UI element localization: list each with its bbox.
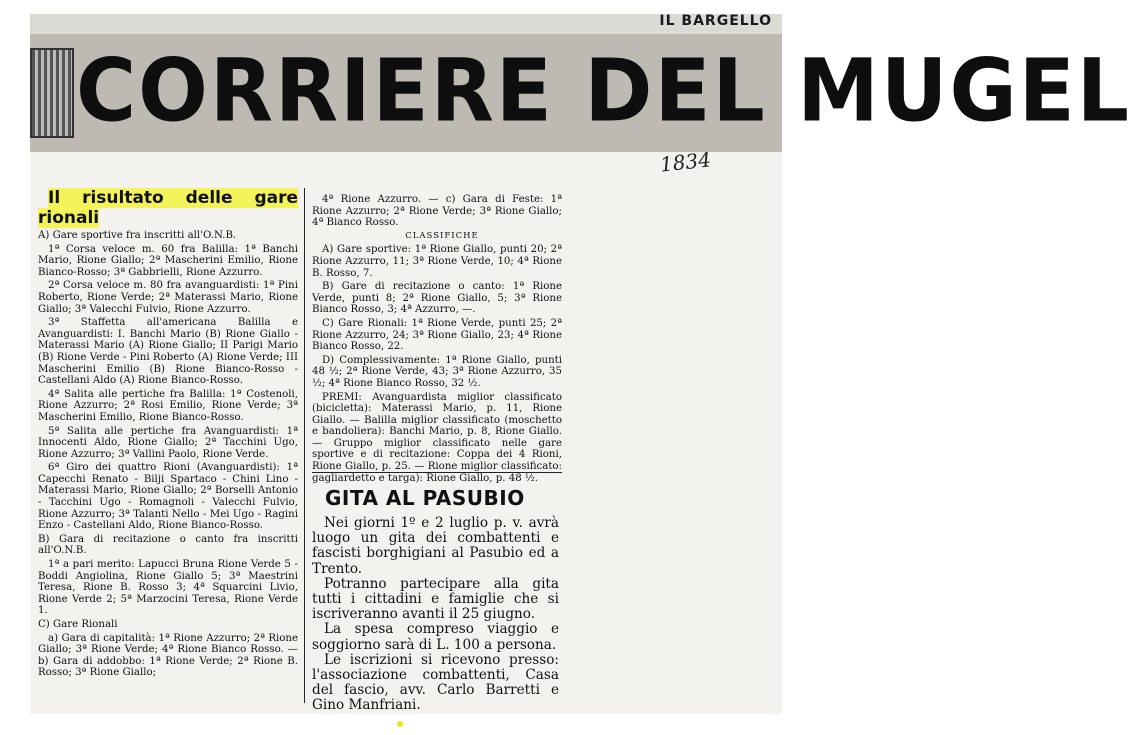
gita-headline: GITA AL PASUBIO	[325, 486, 525, 510]
middle-column	[312, 194, 562, 486]
result-paragraph: 4ª Salita alle pertiche fra Balilla: 1ª Costenoli, Rione Azzurro; 2ª Rosi Emilio, Rione Verde; 3ª Mascherini Emilio, Rione Bianco-Rosso.	[38, 388, 298, 423]
masthead-banner	[30, 34, 1131, 152]
result-paragraph: 6ª Giro dei quattro Rioni (Avanguardisti): 1ª Capecchi Renato - Bilji Spartaco - Chini Lino - Materassi Mario, Rione Giallo; 2ª Borselli Antonio - Tacchini Ugo - Romagnoli - Valecchi Fulvio, Rione Azzurro; 3ª Talanti Nello - Mei Ugo - Ragini Enzo - Castellani Aldo, Rione Bianco-Rosso.	[38, 462, 298, 532]
handwritten-date: 1834	[658, 147, 713, 177]
result-paragraph: 1ª Corsa veloce m. 60 fra Balilla: 1ª Banchi Mario, Rione Giallo; 2ª Mascherini Emilio, Rione Bianco-Rosso; 3ª Gabbrielli, Rione Azzurro.	[38, 243, 298, 278]
section-a-heading: A) Gare sportive fra inscritti all'O.N.B.	[38, 230, 237, 241]
result-paragraph: a) Gara di capitalità: 1ª Rione Azzurro; 2ª Rione Giallo; 3ª Rione Verde; 4ª Rione Bianco Rosso. — b) Gara di addobbo: 1ª Rione Verde; 2ª Rione B. Rosso; 3ª Rione Giallo;	[38, 632, 298, 679]
ranking-paragraph: B) Gare di recitazione o canto: 1ª Rione Verde, punti 8; 2ª Rione Giallo, 5; 3ª Rione Bianco Rosso, 3; 4ª Azzurro, —.	[312, 281, 562, 316]
gita-paragraph: Potranno partecipare alla gita tutti i cittadini e famiglie che si iscriveranno avanti il 25 giugno.	[312, 575, 559, 623]
article-headline: Il risultato delle gare rionali	[38, 188, 298, 228]
section-c-heading: C) Gare Rionali	[38, 619, 118, 630]
gita-paragraph: Le iscrizioni si ricevono presso: l'associazione combattenti, Casa del fascio, avv. Carlo Barretti e Gino Manfriani.	[312, 651, 559, 714]
result-paragraph: 3ª Staffetta all'americana Balilla e Avanguardisti: I. Banchi Mario (B) Rione Giallo - Materassi Mario (A) Rione Giallo; II Parigi Mario (B) Rione Verde - Pini Roberto (A) Rione Verde; III Mascherini Emilio (B) Rione Bianco-Rosso - Castellani Aldo (A) Rione Bianco-Rosso.	[38, 317, 298, 387]
gita-paragraph: Nei giorni 1º e 2 luglio p. v. avrà luogo un gita dei combattenti e fascisti borghigiani al Pasubio ed a Trento.	[312, 515, 559, 577]
result-paragraph: 5ª Salita alle pertiche fra Avanguardisti: 1ª Innocenti Aldo, Rione Giallo; 2ª Tacchini Ugo, Rione Azzurro; 3ª Vallini Paolo, Rione Verde.	[38, 425, 298, 460]
section-divider	[312, 472, 562, 473]
highlighter-mark	[397, 721, 403, 727]
column-divider	[304, 188, 305, 703]
result-paragraph: 1ª a pari merito: Lapucci Bruna Rione Verde 5 - Boddi Angiolina, Rione Giallo 5; 3ª Maestrini Teresa, Rione B. Rosso 3; 4ª Squarcini Livio, Rione Verde 2; 5ª Marzocini Teresa, Rione Verde 1.	[38, 559, 298, 617]
classifiche-heading: CLASSIFICHE	[405, 230, 479, 241]
masthead-small-title: IL BARGELLO	[659, 13, 772, 29]
ranking-paragraph: A) Gare sportive: 1ª Rione Giallo, punti 20; 2ª Rione Azzurro, 11; 3ª Rione Verde, 10; 4ª Rione B. Rosso, 7.	[312, 244, 562, 279]
prizes-paragraph: PREMI: Avanguardista miglior classificato (bicicletta): Materassi Mario, p. 11, Rione Giallo. — Balilla miglior classificato (moschetto e bandoliera): Banchi Mario, p. 8, Rione Giallo. — Gruppo miglior classificato nelle gare sportive e di recitazione: Coppa dei 4 Rioni, Rione Giallo, p. 25. — Rione miglior classificato: gagliardetto e targa): Rione Giallo, p. 48 ½.	[312, 391, 562, 484]
result-paragraph: 2ª Corsa veloce m. 80 fra avanguardisti: 1ª Pini Roberto, Rione Verde; 2ª Materassi Mario, Rione Giallo; 3ª Valecchi Fulvio, Rione Azzurro.	[38, 280, 298, 315]
ranking-paragraph: C) Gare Rionali: 1ª Rione Verde, punti 25; 2ª Rione Azzurro, 24; 3ª Rione Giallo, 23; 4ª Rione Bianco Rosso, 22.	[312, 317, 562, 353]
left-column	[38, 188, 298, 681]
masthead-emblem	[30, 48, 74, 138]
gita-paragraph: La spesa compreso viaggio e soggiorno sarà di L. 100 a persona.	[312, 621, 559, 653]
newspaper-title: CORRIERE DEL MUGEL	[76, 41, 1131, 142]
ranking-paragraph: D) Complessivamente: 1ª Rione Giallo, punti 48 ½; 2ª Rione Verde, 43; 3ª Rione Azzurro, 35 ½; 4ª Rione Bianco Rosso, 32 ½.	[312, 354, 562, 389]
section-b-heading: B) Gara di recitazione o canto fra inscritti all'O.N.B.	[38, 533, 298, 557]
result-paragraph: 4ª Rione Azzurro. — c) Gara di Feste: 1ª Rione Azzurro; 2ª Rione Verde; 3ª Rione Giallo; 4ª Bianco Rosso.	[312, 194, 562, 229]
gita-article	[312, 516, 559, 714]
